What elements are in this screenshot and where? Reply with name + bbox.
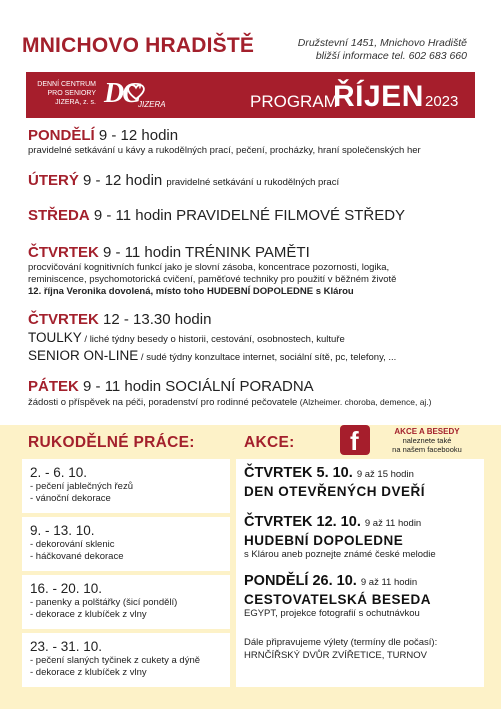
trips-intro: Dále připravujeme výlety (termíny dle počasí):: [244, 637, 438, 648]
toulky-label: TOULKY: [28, 330, 82, 345]
schedule-thursday-memory: [28, 243, 480, 298]
day-description: pravidelné setkávání u kávy a rukodělných prací, pečení, procházky, hraní společenských her: [28, 145, 421, 156]
trips-note: [244, 636, 476, 662]
craft-item: - dekorace z klubíček z vlny: [30, 667, 147, 678]
craft-dates: 2. - 6. 10.: [30, 465, 88, 480]
organization-name: [26, 80, 96, 107]
schedule-thursday-afternoon: [28, 310, 480, 365]
phone-line: bližší informace tel. 602 683 660: [315, 50, 467, 62]
event-subtitle: s Klárou aneb poznejte známé české melodie: [244, 549, 436, 560]
day-time: 9 - 12 hodin: [98, 127, 179, 144]
facebook-note-line: na našem facebooku: [392, 445, 462, 454]
day-description-suffix: (Alzheimer. choroba, demence, aj.): [297, 397, 432, 407]
facebook-note-line: naleznete také: [402, 436, 452, 445]
dc-jizera-logo: [104, 78, 184, 112]
schedule-wednesday: [28, 206, 480, 225]
program-label: PROGRAM: [250, 92, 338, 111]
craft-item: - vánoční dekorace: [30, 493, 111, 504]
day-name: PONDĚLÍ: [28, 127, 95, 144]
event-item: [244, 465, 476, 500]
events-heading: AKCE:: [244, 434, 295, 451]
day-description: procvičování kognitivních funkcí jako je slovní zásoba, koncentrace pozornosti, logika,: [28, 262, 390, 273]
craft-item: - háčkované dekorace: [30, 551, 124, 562]
events-box: [236, 459, 484, 687]
org-line: DENNÍ CENTRUM: [37, 81, 96, 88]
logo-sub: JIZERA: [138, 100, 166, 109]
event-item: [244, 514, 476, 561]
event-title: HUDEBNÍ DOPOLEDNE: [244, 533, 404, 548]
facebook-icon[interactable]: f: [340, 425, 370, 455]
craft-dates: 23. - 31. 10.: [30, 639, 103, 654]
weekly-schedule: [28, 126, 480, 418]
event-time: 9 až 11 hodin: [364, 518, 422, 529]
day-time: 9 - 11 hodin TRÉNINK PAMĚTI: [103, 244, 310, 261]
heart-icon: [126, 83, 146, 101]
event-title: DEN OTEVŘENÝCH DVEŘÍ: [244, 484, 426, 499]
day-description: reminiscence, psychomotorická cvičení, paměťové techniky pro použití v běžném životě: [28, 274, 397, 285]
schedule-note: 12. října Veronika dovolená, místo toho HUDEBNÍ DOPOLEDNE s Klárou: [28, 286, 354, 297]
craft-week: [22, 459, 230, 513]
address-block: [298, 37, 467, 63]
crafts-heading: RUKODĚLNÉ PRÁCE:: [28, 434, 195, 451]
day-name: ČTVRTEK: [28, 244, 99, 261]
craft-week: [22, 575, 230, 629]
craft-week: [22, 633, 230, 687]
day-description: pravidelné setkávání u rukodělných prací: [166, 177, 340, 188]
craft-item: - panenky a polštářky (šicí pondělí): [30, 597, 178, 608]
address-line: Družstevní 1451, Mnichovo Hradiště: [297, 37, 467, 49]
event-item: [244, 573, 476, 620]
event-day: ČTVRTEK 5. 10.: [244, 465, 353, 481]
day-time: 9 - 11 hodin PRAVIDELNÉ FILMOVÉ STŘEDY: [93, 207, 406, 224]
day-name: PÁTEK: [28, 378, 79, 395]
month-title: ŘÍJEN: [333, 80, 424, 113]
event-title: CESTOVATELSKÁ BESEDA: [244, 592, 432, 607]
event-time: 9 až 11 hodin: [360, 577, 418, 588]
org-line: PRO SENIORY: [47, 90, 96, 97]
logo-letters: DC: [104, 78, 139, 109]
craft-item: - dekorování sklenic: [30, 539, 115, 550]
event-time: 9 až 15 hodin: [356, 469, 414, 480]
day-description: žádosti o příspěvek na péči, poradenství pro rodinné pečovatele: [28, 397, 298, 408]
event-day: ČTVRTEK 12. 10.: [244, 514, 361, 530]
header: [0, 0, 501, 70]
craft-dates: 9. - 13. 10.: [30, 523, 95, 538]
facebook-note: [372, 427, 482, 454]
craft-dates: 16. - 20. 10.: [30, 581, 103, 596]
day-time: 9 - 11 hodin SOCIÁLNÍ PORADNA: [83, 378, 314, 395]
craft-item: - pečení jablečných řezů: [30, 481, 133, 492]
day-name: ÚTERÝ: [28, 172, 79, 189]
event-day: PONDĚLÍ 26. 10.: [244, 573, 357, 589]
day-time: 9 - 12 hodin: [83, 172, 163, 189]
event-subtitle: EGYPT, projekce fotografií s ochutnávkou: [244, 608, 420, 619]
day-name: ČTVRTEK: [28, 311, 99, 328]
senior-online-label: SENIOR ON-LINE: [28, 348, 139, 363]
year-label: 2023: [425, 93, 459, 110]
program-band: [26, 72, 475, 118]
facebook-note-title: AKCE A BESEDY: [394, 427, 460, 436]
day-name: STŘEDA: [28, 207, 90, 224]
craft-week: [22, 517, 230, 571]
craft-item: - pečení slaných tyčinek z cukety a dýně: [30, 655, 201, 666]
org-line: JIZERA, z. s.: [55, 99, 96, 106]
day-time: 12 - 13.30 hodin: [103, 311, 212, 328]
senior-online-description: / sudé týdny konzultace internet, sociální sítě, pc, telefony, ...: [138, 352, 397, 363]
schedule-monday: [28, 126, 480, 157]
schedule-tuesday: [28, 171, 480, 192]
schedule-friday: [28, 377, 480, 409]
craft-item: - dekorace z klubíček z vlny: [30, 609, 147, 620]
toulky-description: / liché týdny besedy o historii, cestování, osobnostech, kultuře: [81, 334, 345, 345]
city-title: MNICHOVO HRADIŠTĚ: [22, 34, 255, 57]
trips-list: HRNČÍŘSKÝ DVŮR ZVÍŘETICE, TURNOV: [244, 650, 427, 661]
